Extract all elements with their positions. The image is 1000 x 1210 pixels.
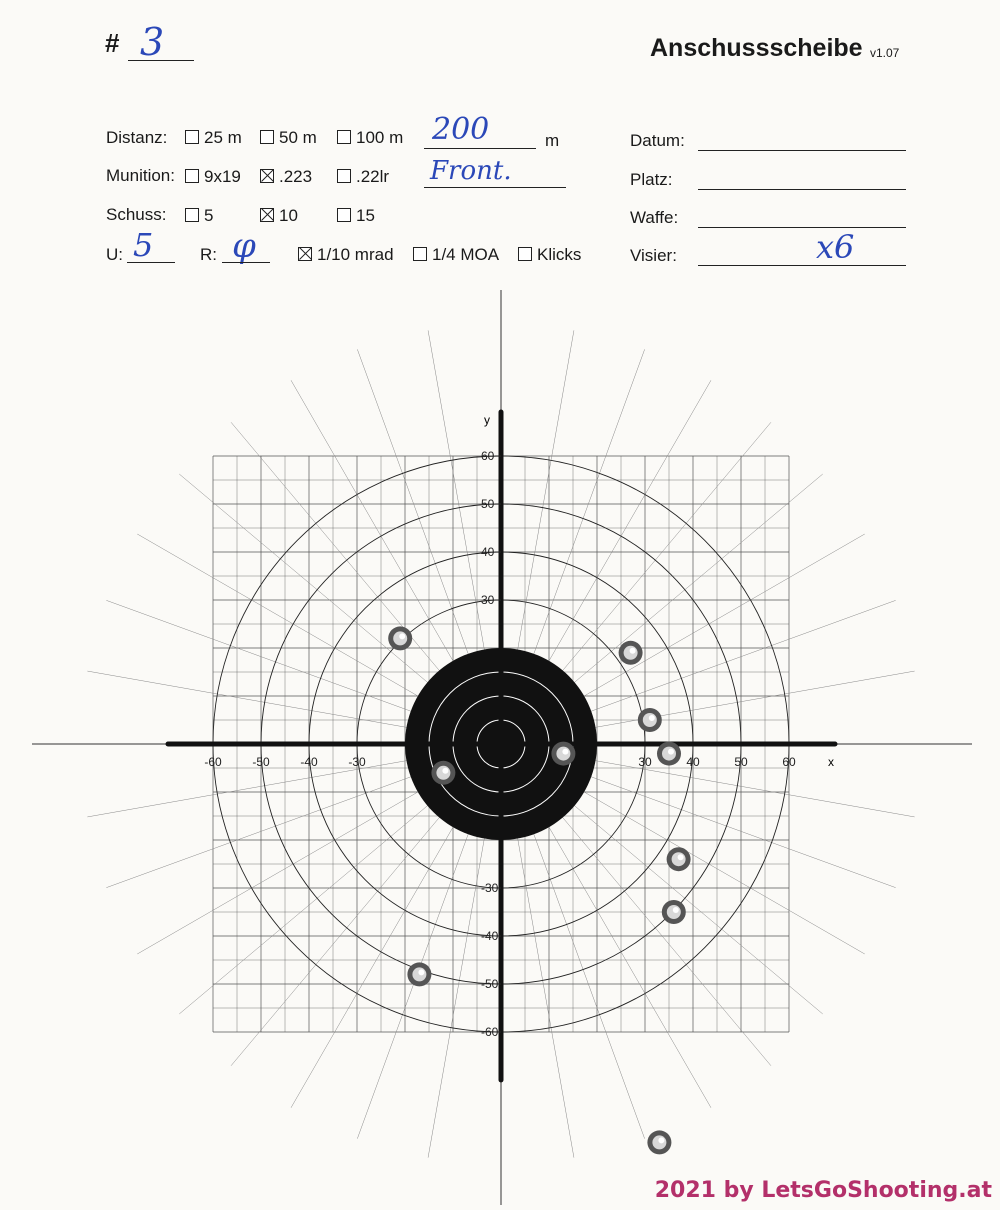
target-axes — [32, 290, 972, 1205]
bullet-hole-highlight — [418, 969, 424, 975]
bullet-hole — [657, 742, 681, 766]
x-axis-label: x — [828, 755, 834, 769]
radial-line — [137, 784, 431, 954]
radial-line — [570, 534, 864, 704]
radial-line — [106, 600, 425, 716]
schuss-option-10[interactable]: 10 — [260, 206, 298, 226]
x-tick-label: -40 — [300, 755, 318, 769]
r-label: R: — [200, 245, 217, 264]
radial-line — [179, 795, 439, 1014]
bullet-hole-highlight — [649, 715, 655, 721]
bullet-hole — [431, 761, 455, 785]
bullet-hole — [619, 641, 643, 665]
schuss-label: Schuss: — [106, 205, 167, 224]
bullet-hole — [667, 847, 691, 871]
distanz-label: Distanz: — [106, 128, 168, 147]
y-tick-label: -50 — [481, 977, 499, 991]
radial-line — [291, 380, 461, 674]
r-value: φ — [232, 226, 256, 266]
y-axis-label: y — [484, 413, 490, 427]
bullet-hole — [662, 900, 686, 924]
waffe-label: Waffe: — [630, 208, 679, 227]
radial-line — [231, 422, 450, 682]
radial-line — [528, 349, 644, 668]
number-hash: # — [105, 28, 120, 58]
munition-option-9x19[interactable]: 9x19 — [185, 167, 241, 187]
bullet-hole — [647, 1130, 671, 1154]
radial-line — [179, 474, 439, 693]
radial-line — [231, 805, 450, 1065]
u-label: U: — [106, 245, 123, 264]
unit-option-klicks[interactable]: Klicks — [518, 245, 581, 265]
radial-line — [576, 771, 895, 887]
target-number: 3 — [140, 20, 165, 64]
y-tick-label: 30 — [481, 593, 495, 607]
y-tick-label: -30 — [481, 881, 499, 895]
radial-line — [562, 474, 822, 693]
bullet-hole-highlight — [630, 648, 636, 654]
bullet-hole — [638, 708, 662, 732]
bullet-hole-highlight — [678, 854, 684, 860]
distanz-value: 200 — [432, 112, 490, 147]
schuss-option-5[interactable]: 5 — [185, 206, 213, 226]
datum-label: Datum: — [630, 131, 685, 150]
distanz-option-50[interactable]: 50 m — [260, 128, 317, 148]
radial-line — [357, 349, 473, 668]
x-tick-label: -60 — [204, 755, 222, 769]
munition-value: Front. — [430, 156, 512, 186]
distanz-option-25[interactable]: 25 m — [185, 128, 242, 148]
y-tick-label: 50 — [481, 497, 495, 511]
radial-line — [137, 534, 431, 704]
bullet-hole-highlight — [658, 1137, 664, 1143]
radial-line — [570, 784, 864, 954]
munition-option-22lr[interactable]: .22lr — [337, 167, 389, 187]
x-tick-label: 60 — [782, 755, 796, 769]
u-value: 5 — [133, 226, 154, 264]
bullet-hole — [551, 742, 575, 766]
bullet-hole-highlight — [673, 907, 679, 913]
bullet-hole — [407, 962, 431, 986]
x-tick-label: -30 — [348, 755, 366, 769]
schuss-option-15[interactable]: 15 — [337, 206, 375, 226]
y-tick-label: -60 — [481, 1025, 499, 1039]
x-tick-label: 30 — [638, 755, 652, 769]
platz-label: Platz: — [630, 170, 673, 189]
version-label: v1.07 — [870, 46, 900, 60]
x-tick-label: 50 — [734, 755, 748, 769]
y-tick-label: 40 — [481, 545, 495, 559]
x-tick-label: -50 — [252, 755, 270, 769]
page-title: Anschussscheibe — [650, 34, 863, 62]
bullet-hole-highlight — [442, 768, 448, 774]
y-tick-label: -40 — [481, 929, 499, 943]
bullet-hole-highlight — [399, 633, 405, 639]
distanz-option-100[interactable]: 100 m — [337, 128, 403, 148]
munition-label: Munition: — [106, 166, 175, 185]
y-tick-label: 60 — [481, 449, 495, 463]
radial-line — [541, 380, 711, 674]
distanz-unit: m — [545, 131, 560, 150]
radial-line — [562, 795, 822, 1014]
bullet-hole-highlight — [562, 749, 568, 755]
visier-label: Visier: — [630, 246, 677, 265]
radial-line — [528, 819, 644, 1138]
munition-option-223[interactable]: .223 — [260, 167, 312, 187]
visier-value: x6 — [816, 228, 855, 266]
unit-option-mrad[interactable]: 1/10 mrad — [298, 245, 394, 265]
bullet-hole — [388, 626, 412, 650]
footer-credit: 2021 by LetsGoShooting.at — [654, 1178, 992, 1203]
unit-option-moa[interactable]: 1/4 MOA — [413, 245, 499, 265]
radial-line — [552, 422, 771, 682]
x-tick-label: 40 — [686, 755, 700, 769]
bullet-hole-highlight — [668, 749, 674, 755]
radial-line — [291, 813, 461, 1107]
radial-line — [552, 805, 771, 1065]
radial-line — [106, 771, 425, 887]
